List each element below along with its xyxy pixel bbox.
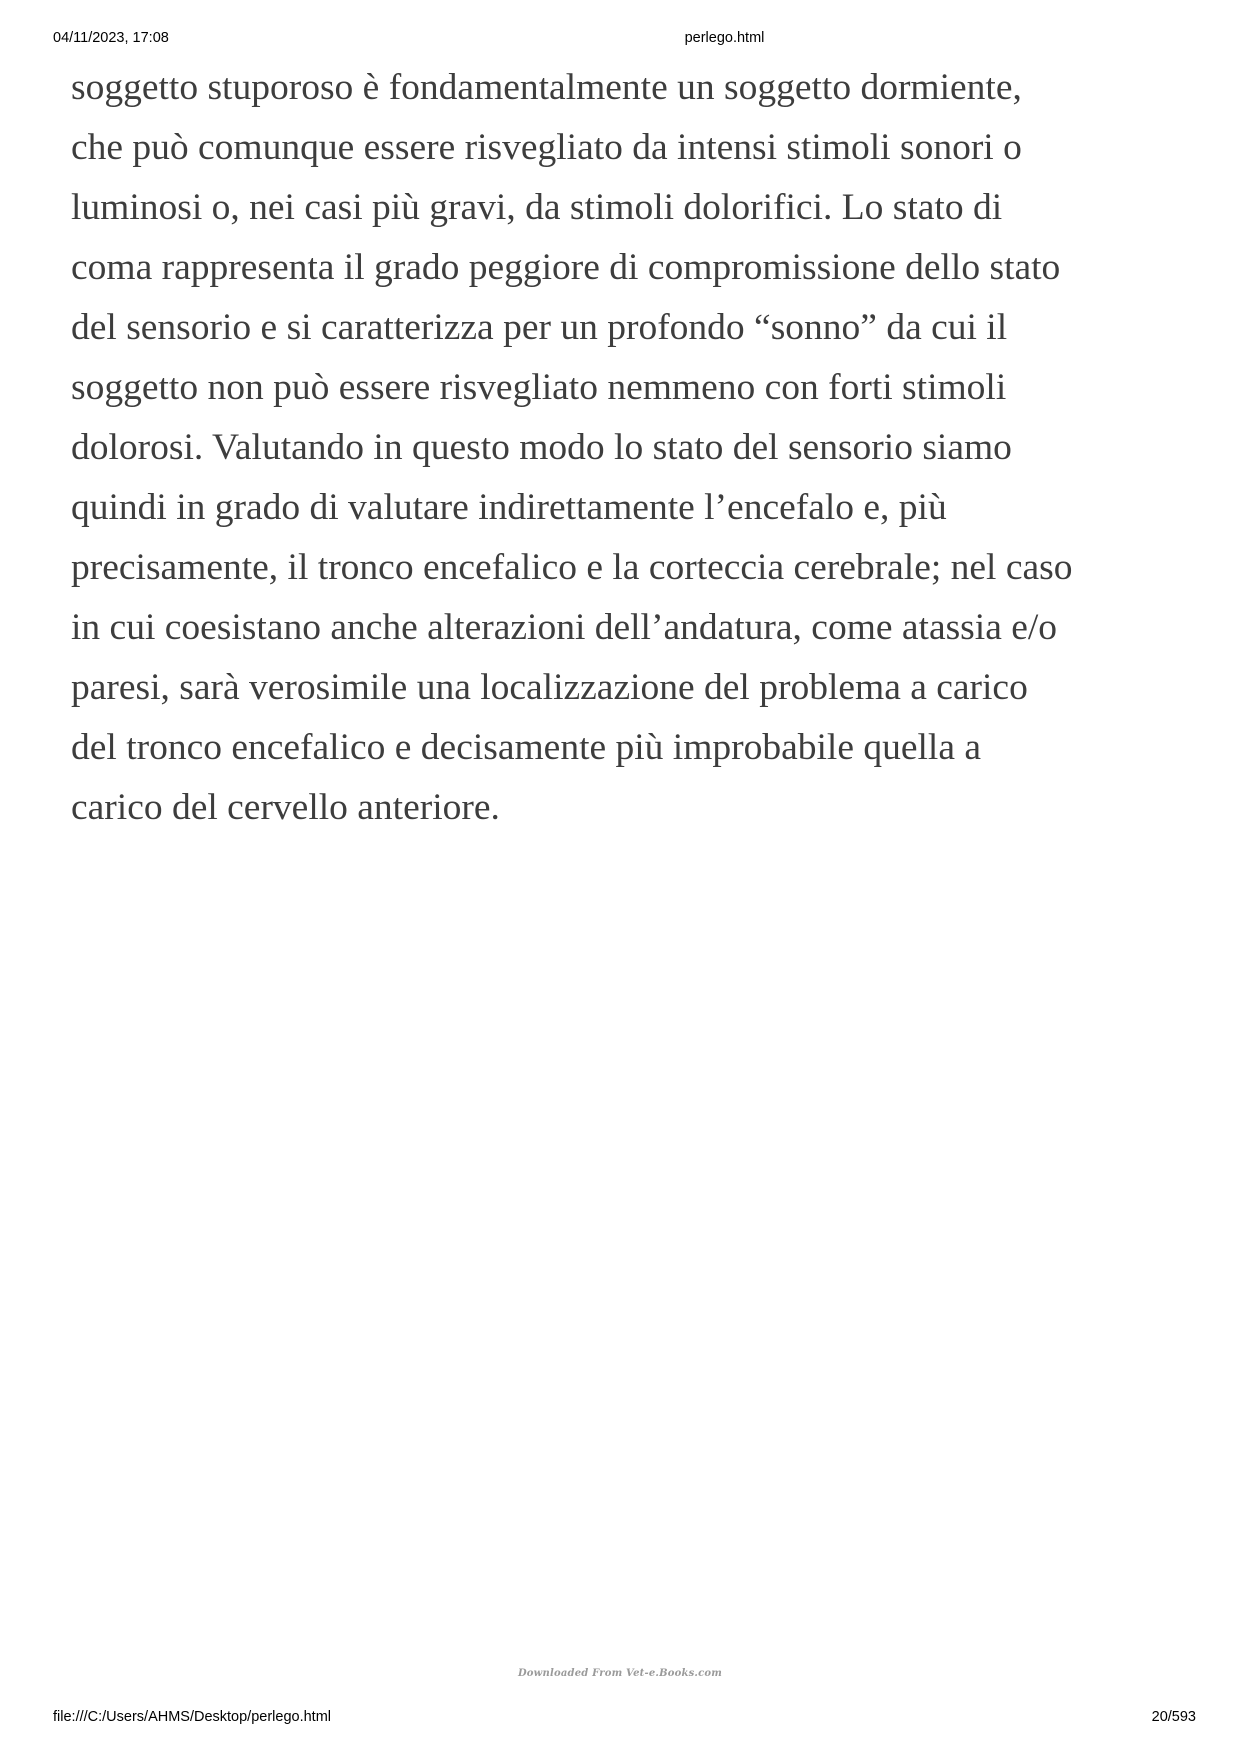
print-page-counter: 20/593 [1151,1709,1196,1725]
body-text-line: dolorosi. Valutando in questo modo lo stato del sensorio siamo [71,427,1012,468]
body-text-line: in cui coesistano anche alterazioni dell’andatura, come atassia e/o [71,607,1058,648]
body-text-line: soggetto stuporoso è fondamentalmente un soggetto dormiente, [71,67,1022,108]
download-watermark: Downloaded From Vet-e.Books.com [517,1668,723,1679]
body-text-line: coma rappresenta il grado peggiore di compromissione dello stato [71,247,1061,288]
body-text-line: che può comunque essere risvegliato da intensi stimoli sonori o [71,127,1022,168]
body-text-line: precisamente, il tronco encefalico e la corteccia cerebrale; nel caso [71,547,1073,588]
body-text-line: soggetto non può essere risvegliato nemmeno con forti stimoli [71,367,1007,408]
print-document-title: perlego.html [684,30,765,46]
body-text-line: quindi in grado di valutare indirettamente l’encefalo e, più [71,487,947,528]
body-text-line: del tronco encefalico e decisamente più improbabile quella a [71,727,982,768]
body-text [71,58,1191,838]
body-text-line: del sensorio e si caratterizza per un profondo “sonno” da cui il [71,307,1008,348]
body-text-line: carico del cervello anteriore. [71,787,500,828]
body-text-line: paresi, sarà verosimile una localizzazione del problema a carico [71,667,1028,708]
body-text-line: luminosi o, nei casi più gravi, da stimoli dolorifici. Lo stato di [71,187,1003,228]
print-datetime: 04/11/2023, 17:08 [53,30,169,46]
print-file-path: file:///C:/Users/AHMS/Desktop/perlego.html [53,1709,332,1725]
